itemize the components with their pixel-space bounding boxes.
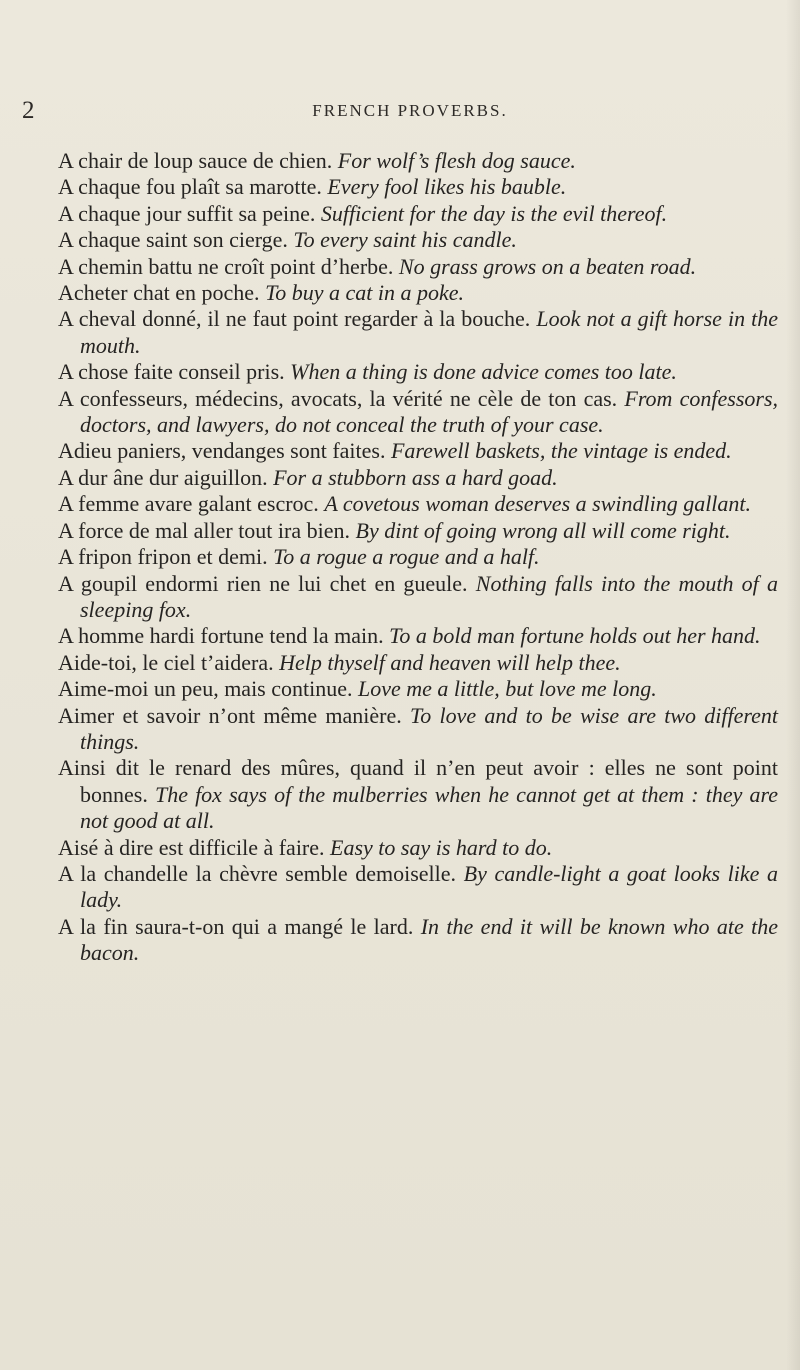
french-proverb: A homme hardi fortune tend la main. (58, 623, 384, 649)
french-proverb: A chose faite conseil pris. (58, 359, 285, 385)
page-number: 2 (22, 97, 35, 124)
english-translation: Sufficient for the day is the evil thereof. (320, 200, 668, 226)
running-head: FRENCH PROVERBS. (312, 101, 508, 120)
proverb-entry (58, 359, 778, 385)
page-header (0, 96, 800, 126)
proverb-entry (58, 438, 778, 464)
english-translation: No grass grows on a beaten road. (398, 253, 697, 279)
french-proverb: A goupil endormi rien ne lui chet en gueule. (58, 570, 468, 596)
english-translation: Look not a gift horse in the mouth. (80, 306, 779, 358)
proverb-entry (58, 280, 778, 306)
english-translation: Easy to say is hard to do. (330, 834, 553, 860)
english-translation: Nothing falls into the mouth of a sleeping fox. (80, 570, 778, 622)
english-translation: To love and to be wise are two different things. (80, 702, 779, 754)
english-translation: When a thing is done advice comes too late. (290, 359, 677, 385)
english-translation: To a rogue a rogue and a half. (273, 544, 540, 570)
french-proverb: A la chandelle la chèvre semble demoiselle. (58, 860, 457, 886)
english-translation: To buy a cat in a poke. (265, 280, 465, 306)
proverb-entry (58, 544, 778, 570)
english-translation: For a stubborn ass a hard goad. (273, 464, 558, 490)
proverb-entry (58, 386, 778, 439)
french-proverb: A force de mal aller tout ira bien. (58, 517, 350, 543)
french-proverb: A chemin battu ne croît point d’herbe. (58, 253, 394, 279)
french-proverb: Acheter chat en poche. (58, 280, 260, 306)
french-proverb: A cheval donné, il ne faut point regarder à la bouche. (58, 306, 531, 332)
french-proverb: A confesseurs, médecins, avocats, la vérité ne cèle de ton cas. (58, 385, 618, 411)
proverb-entry (58, 254, 778, 280)
proverb-entry (58, 227, 778, 253)
english-translation: A covetous woman deserves a swindling gallant. (324, 491, 752, 517)
english-translation: To a bold man fortune holds out her hand. (389, 623, 761, 649)
english-translation: Love me a little, but love me long. (358, 676, 657, 702)
proverb-entry (58, 491, 778, 517)
french-proverb: Aisé à dire est difficile à faire. (58, 834, 325, 860)
proverb-entry (58, 650, 778, 676)
english-translation: From confessors, doctors, and lawyers, do not conceal the truth of your case. (80, 385, 779, 438)
french-proverb: A chaque jour suffit sa peine. (58, 200, 316, 226)
proverb-entry (58, 148, 778, 174)
proverb-entry (58, 518, 778, 544)
french-proverb: Aimer et savoir n’ont même manière. (58, 702, 402, 728)
proverb-entry (58, 914, 778, 967)
proverb-entry (58, 174, 778, 200)
proverb-entry (58, 201, 778, 227)
proverb-entry (58, 835, 778, 861)
french-proverb: Adieu paniers, vendanges sont faites. (58, 438, 386, 464)
proverb-list (58, 148, 778, 967)
english-translation: To every saint his candle. (293, 227, 517, 253)
french-proverb: Aime-moi un peu, mais continue. (58, 676, 353, 702)
english-translation: By candle-light a goat looks like a lady. (80, 860, 779, 913)
english-translation: Farewell baskets, the vintage is ended. (390, 438, 732, 464)
french-proverb: A chaque fou plaît sa marotte. (58, 174, 322, 200)
english-translation: For wolf’s flesh dog sauce. (337, 148, 576, 173)
proverb-entry (58, 676, 778, 702)
french-proverb: A chaque saint son cierge. (58, 227, 288, 253)
english-translation: Help thyself and heaven will help thee. (279, 649, 621, 675)
french-proverb: Ainsi dit le renard des mûres, quand il n’en peut avoir : elles ne sont point bonnes. (58, 755, 778, 807)
french-proverb: A chair de loup sauce de chien. (58, 148, 333, 173)
proverb-entry (58, 465, 778, 491)
french-proverb: A femme avare galant escroc. (58, 491, 319, 517)
page-edge-shadow (786, 0, 800, 1370)
proverb-entry (58, 623, 778, 649)
proverb-entry (58, 571, 778, 624)
proverb-entry (58, 306, 778, 359)
english-translation: Every fool likes his bauble. (327, 174, 567, 200)
proverb-entry (58, 703, 778, 756)
french-proverb: Aide-toi, le ciel t’aidera. (58, 649, 274, 675)
english-translation: By dint of going wrong all will come right. (355, 517, 731, 543)
english-translation: In the end it will be known who ate the bacon. (80, 913, 778, 966)
proverb-entry (58, 861, 778, 914)
english-translation: The fox says of the mulberries when he cannot get at them : they are not good at all. (80, 781, 778, 834)
proverb-entry (58, 755, 778, 834)
french-proverb: A dur âne dur aiguillon. (58, 464, 268, 490)
french-proverb: A la fin saura-t-on qui a mangé le lard. (58, 913, 414, 939)
french-proverb: A fripon fripon et demi. (58, 544, 268, 570)
